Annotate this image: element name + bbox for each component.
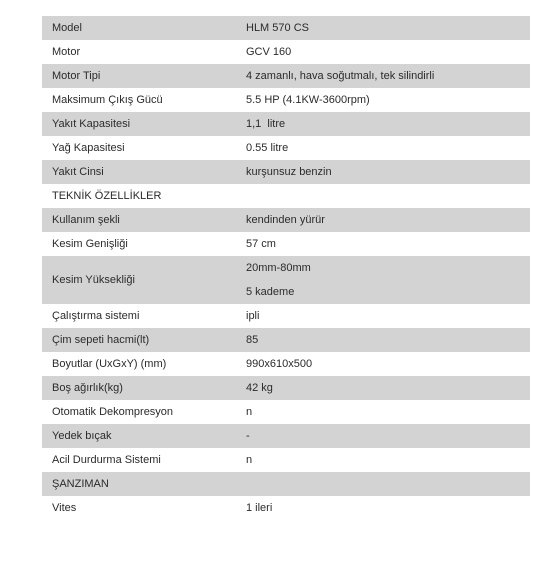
spec-value-secondary: 5 kademe — [246, 286, 295, 298]
spec-row-cutting-height — [42, 256, 530, 304]
spec-label: Boyutlar (UxGxY) (mm) — [52, 358, 167, 370]
spec-value: 85 — [246, 334, 259, 346]
spec-row-grass-bag — [42, 328, 530, 352]
spec-row-model — [42, 16, 530, 40]
spec-value: kendinden yürür — [246, 214, 325, 226]
spec-row-usage — [42, 208, 530, 232]
spec-row-fuel-capacity — [42, 112, 530, 136]
spec-label: Kesim Yüksekliği — [52, 274, 135, 286]
spec-row-dimensions — [42, 352, 530, 376]
spec-value: 0.55 litre — [246, 142, 289, 154]
spec-label: Yakıt Cinsi — [52, 166, 104, 178]
spec-row-motor — [42, 40, 530, 64]
section-heading: ŞANZIMAN — [52, 478, 109, 490]
section-heading: TEKNİK ÖZELLİKLER — [52, 190, 162, 202]
spec-label: Acil Durdurma Sistemi — [52, 454, 161, 466]
spec-value — [236, 184, 530, 208]
spec-row-gear — [42, 496, 530, 520]
spec-value: 42 kg — [246, 382, 273, 394]
spec-value: 990x610x500 — [246, 358, 313, 370]
spec-label: Yağ Kapasitesi — [52, 142, 125, 154]
spec-label: Otomatik Dekompresyon — [52, 406, 174, 418]
spec-row-max-power — [42, 88, 530, 112]
spec-label: Motor — [52, 46, 81, 58]
spec-section-technical — [42, 184, 530, 208]
spec-row-fuel-type — [42, 160, 530, 184]
spec-value: 5.5 HP (4.1KW-3600rpm) — [246, 94, 370, 106]
spec-row-spare-blade — [42, 424, 530, 448]
spec-row-start-system — [42, 304, 530, 328]
spec-row-motor-tipi — [42, 64, 530, 88]
spec-value: - — [246, 430, 250, 442]
spec-value: kurşunsuz benzin — [246, 166, 332, 178]
spec-row-decompression — [42, 400, 530, 424]
spec-label: Yakıt Kapasitesi — [52, 118, 131, 130]
spec-label: Kullanım şekli — [52, 214, 120, 226]
spec-table — [42, 16, 530, 520]
spec-label: Maksimum Çıkış Gücü — [52, 94, 163, 106]
spec-label: Çalıştırma sistemi — [52, 310, 140, 322]
spec-label: Kesim Genişliği — [52, 238, 128, 250]
spec-value: 1,1 litre — [246, 118, 286, 130]
spec-label: Motor Tipi — [52, 70, 101, 82]
spec-row-emergency-stop — [42, 448, 530, 472]
spec-label: Boş ağırlık(kg) — [52, 382, 123, 394]
spec-section-transmission — [42, 472, 530, 496]
spec-value: n — [246, 406, 253, 418]
spec-value: GCV 160 — [246, 46, 292, 58]
spec-value: n — [246, 454, 253, 466]
spec-label: Vites — [52, 502, 77, 514]
spec-value-group — [236, 256, 530, 304]
spec-row-cutting-width — [42, 232, 530, 256]
spec-row-oil-capacity — [42, 136, 530, 160]
spec-label: Model — [52, 22, 82, 34]
spec-value — [236, 472, 530, 496]
spec-value: 57 cm — [246, 238, 276, 250]
spec-value: 4 zamanlı, hava soğutmalı, tek silindirli — [246, 70, 435, 82]
spec-value: 1 ileri — [246, 502, 273, 514]
spec-row-empty-weight — [42, 376, 530, 400]
spec-label: Yedek bıçak — [52, 430, 112, 442]
spec-value: HLM 570 CS — [246, 22, 309, 34]
spec-value: 20mm-80mm — [246, 262, 311, 274]
spec-value: ipli — [246, 310, 260, 322]
spec-label: Çim sepeti hacmi(lt) — [52, 334, 150, 346]
